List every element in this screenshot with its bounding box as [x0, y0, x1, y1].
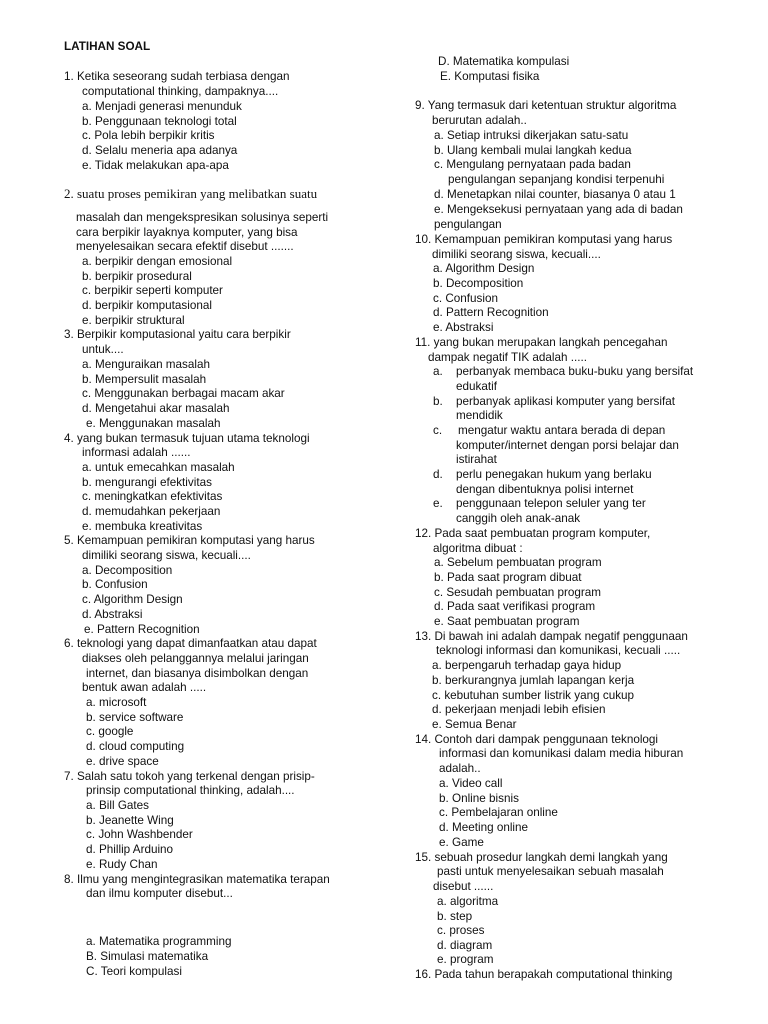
- left-column-text-line: 1. Ketika seseorang sudah terbiasa dengan: [64, 70, 290, 83]
- right-column-text-line: teknologi informasi dan komunikasi, kecuali .....: [436, 644, 681, 657]
- right-column-text-line: dimiliki seorang siswa, kecuali....: [432, 248, 601, 261]
- right-column-text-line: c. Mengulang pernyataan pada badan: [434, 158, 631, 171]
- right-column-text-line: 11. yang bukan merupakan langkah pencegahan: [415, 336, 668, 349]
- right-column-text-line: a. Video call: [439, 777, 503, 790]
- right-column-text-line: d. Menetapkan nilai counter, biasanya 0 atau 1: [434, 188, 676, 201]
- right-column-text-line: 10. Kemampuan pemikiran komputasi yang harus: [415, 233, 673, 246]
- right-column-text-line: algoritma dibuat :: [433, 542, 523, 555]
- left-column-text-line: d. memudahkan pekerjaan: [82, 505, 221, 518]
- right-column-text-line: c. Confusion: [433, 292, 498, 305]
- right-column-text-line: 15. sebuah prosedur langkah demi langkah yang: [415, 851, 668, 864]
- right-column-text-line: pasti untuk menyelesaikan sebuah masalah: [437, 865, 664, 878]
- right-column-text-line: dampak negatif TIK adalah .....: [428, 351, 587, 364]
- left-column-text-line: a. Menjadi generasi menunduk: [82, 100, 242, 113]
- right-column-text-line: b. Online bisnis: [439, 792, 519, 805]
- right-column-text-line: c. kebutuhan sumber listrik yang cukup: [432, 689, 635, 702]
- left-column-text-line: 2. suatu proses pemikiran yang melibatkan suatu: [64, 186, 318, 201]
- left-column-text-line: diakses oleh pelanggannya melalui jaringan: [82, 652, 309, 665]
- left-column-text-line: 7. Salah satu tokoh yang terkenal dengan prisip-: [64, 770, 315, 783]
- left-column-text-line: b. Penggunaan teknologi total: [82, 115, 237, 128]
- right-column-text-line: b. Decomposition: [433, 277, 524, 290]
- left-column-text-line: 4. yang bukan termasuk tujuan utama teknologi: [64, 432, 310, 445]
- left-column-text-line: a. Decomposition: [82, 564, 173, 577]
- right-column-text-line: b. Pada saat program dibuat: [434, 571, 582, 584]
- left-column-text-line: 3. Berpikir komputasional yaitu cara berpikir: [64, 328, 291, 341]
- right-column-text-line: d. Meeting online: [439, 821, 529, 834]
- right-column-text-line: d. Pattern Recognition: [433, 306, 549, 319]
- right-column-text-line: 14. Contoh dari dampak penggunaan teknologi: [415, 733, 659, 746]
- left-column-text-line: a. untuk emecahkan masalah: [82, 461, 235, 474]
- right-column-text-line: berurutan adalah..: [432, 114, 527, 127]
- right-column-text-line: a. algoritma: [437, 895, 499, 908]
- left-column-text-line: c. John Washbender: [86, 828, 193, 841]
- left-column-text-line: d. Selalu meneria apa adanya: [82, 144, 238, 157]
- left-column-text-line: b. mengurangi efektivitas: [82, 476, 212, 489]
- right-column-text-line: d. Pada saat verifikasi program: [434, 600, 596, 613]
- left-column-text-line: c. Menggunakan berbagai macam akar: [82, 387, 285, 400]
- left-column-text-line: 5. Kemampuan pemikiran komputasi yang harus: [64, 534, 315, 547]
- right-column-text-line: e. Game: [439, 836, 484, 849]
- right-column-text-line: a. berpengaruh terhadap gaya hidup: [432, 659, 622, 672]
- right-column-text-line: perbanyak membaca buku-buku yang bersifat: [456, 365, 694, 378]
- right-column-text-line: b. step: [437, 910, 473, 923]
- right-column-text-line: canggih oleh anak-anak: [456, 512, 581, 525]
- right-column-text-line: perlu penegakan hukum yang berlaku: [456, 468, 652, 481]
- left-column-text-line: d. Abstraksi: [82, 608, 143, 621]
- left-column-text-line: b. Jeanette Wing: [86, 814, 174, 827]
- right-column-text-line: b. berkurangnya jumlah lapangan kerja: [432, 674, 635, 687]
- left-column-text-line: c. berpikir seperti komputer: [82, 284, 223, 297]
- left-column-text-line: dimiliki seorang siswa, kecuali....: [82, 549, 251, 562]
- right-column-text-line: b.: [433, 395, 443, 408]
- left-column-text-line: e. Pattern Recognition: [84, 623, 200, 636]
- right-column-text-line: mendidik: [456, 409, 503, 422]
- right-column-text-line: D. Matematika kompulasi: [438, 55, 570, 68]
- right-column-text-line: d.: [433, 468, 443, 481]
- left-column-text-line: e. Tidak melakukan apa-apa: [82, 159, 229, 172]
- left-column-text-line: d. cloud computing: [86, 740, 185, 753]
- right-column-text-line: informasi dan komunikasi dalam media hiburan: [439, 747, 684, 760]
- left-column-text-line: c. Pola lebih berpikir kritis: [82, 129, 215, 142]
- right-column-text-line: mengatur waktu antara berada di depan: [458, 424, 666, 437]
- left-column-text-line: masalah dan mengekspresikan solusinya seperti: [76, 211, 329, 224]
- right-column-text-line: disebut ......: [433, 880, 494, 893]
- left-column-text-line: b. berpikir prosedural: [82, 270, 192, 283]
- left-column-text-line: 6. teknologi yang dapat dimanfaatkan atau dapat: [64, 637, 317, 650]
- left-column-text-line: d. berpikir komputasional: [82, 299, 212, 312]
- left-column-text-line: cara berpikir layaknya komputer, yang bisa: [76, 226, 298, 239]
- left-column-text-line: bentuk awan adalah .....: [82, 681, 207, 694]
- right-column-text-line: edukatif: [456, 380, 497, 393]
- right-column-text-line: c. Sesudah pembuatan program: [434, 586, 601, 599]
- right-column-text-line: c.: [433, 424, 443, 437]
- left-column-text-line: e. Rudy Chan: [86, 858, 158, 871]
- right-column-text-line: e. program: [437, 953, 494, 966]
- right-column-text-line: adalah..: [439, 762, 481, 775]
- right-column-text-line: pengulangan sepanjang kondisi terpenuhi: [448, 173, 665, 186]
- right-column-text-line: penggunaan telepon seluler yang ter: [456, 497, 646, 510]
- left-column-text-line: computational thinking, dampaknya....: [82, 85, 279, 98]
- right-column-text-line: E. Komputasi fisika: [440, 70, 540, 83]
- left-column-text-line: B. Simulasi matematika: [86, 950, 209, 963]
- left-column-text-line: c. google: [86, 725, 134, 738]
- right-column-text-line: pengulangan: [434, 218, 502, 231]
- left-column-text-line: e. membuka kreativitas: [82, 520, 203, 533]
- left-column-text-line: b. Mempersulit masalah: [82, 373, 207, 386]
- right-column-text-line: d. pekerjaan menjadi lebih efisien: [432, 703, 606, 716]
- right-column-text-line: istirahat: [456, 453, 497, 466]
- right-column-text-line: c. proses: [437, 924, 485, 937]
- right-column-text-line: a. Algorithm Design: [433, 262, 535, 275]
- left-column-text-line: dan ilmu komputer disebut...: [86, 887, 233, 900]
- left-column-text-line: a. microsoft: [86, 696, 147, 709]
- right-column-text-line: dengan dibentuknya polisi internet: [456, 483, 634, 496]
- left-column-text-line: d. Mengetahui akar masalah: [82, 402, 230, 415]
- right-column-text-line: komputer/internet dengan porsi belajar dan: [456, 439, 679, 452]
- left-column-text-line: a. berpikir dengan emosional: [82, 255, 233, 268]
- left-column-text-line: b. Confusion: [82, 578, 148, 591]
- left-column-text-line: C. Teori kompulasi: [86, 965, 182, 978]
- right-column-text-line: e. Mengeksekusi pernyataan yang ada di badan: [434, 203, 683, 216]
- right-column-text-line: e. Semua Benar: [432, 718, 517, 731]
- right-column-text-line: perbanyak aplikasi komputer yang bersifat: [456, 395, 675, 408]
- left-column-text-line: 8. Ilmu yang mengintegrasikan matematika terapan: [64, 873, 330, 886]
- left-column-text-line: a. Menguraikan masalah: [82, 358, 210, 371]
- right-column-text-line: d. diagram: [437, 939, 493, 952]
- left-column-text-line: e. berpikir struktural: [82, 314, 185, 327]
- left-column-text-line: a. Bill Gates: [86, 799, 150, 812]
- right-column-text-line: 13. Di bawah ini adalah dampak negatif penggunaan: [415, 630, 688, 643]
- left-column-text-line: c. Algorithm Design: [82, 593, 183, 606]
- left-column-text-line: b. service software: [86, 711, 184, 724]
- right-column-text-line: 12. Pada saat pembuatan program komputer,: [415, 527, 651, 540]
- right-column-text-line: 16. Pada tahun berapakah computational thinking: [415, 968, 673, 981]
- page-title: LATIHAN SOAL: [64, 40, 151, 53]
- left-column-text-line: c. meningkatkan efektivitas: [82, 490, 223, 503]
- left-column-text-line: a. Matematika programming: [86, 935, 232, 948]
- right-column-text-line: e. Abstraksi: [433, 321, 494, 334]
- left-column-text-line: prinsip computational thinking, adalah....: [86, 784, 295, 797]
- left-column-text-line: e. drive space: [86, 755, 159, 768]
- right-column-text-line: 9. Yang termasuk dari ketentuan struktur algoritma: [415, 99, 677, 112]
- right-column-text-line: e.: [433, 497, 443, 510]
- left-column-text-line: internet, dan biasanya disimbolkan dengan: [86, 667, 309, 680]
- left-column-text-line: e. Menggunakan masalah: [86, 417, 221, 430]
- left-column-text-line: untuk....: [82, 343, 124, 356]
- left-column-text-line: informasi adalah ......: [82, 446, 191, 459]
- right-column-text-line: e. Saat pembuatan program: [434, 615, 580, 628]
- left-column-text-line: menyelesaikan secara efektif disebut .......: [76, 240, 294, 253]
- right-column-text-line: a. Sebelum pembuatan program: [434, 556, 602, 569]
- right-column-text-line: a.: [433, 365, 443, 378]
- left-column-text-line: d. Phillip Arduino: [86, 843, 174, 856]
- right-column-text-line: b. Ulang kembali mulai langkah kedua: [434, 144, 632, 157]
- right-column-text-line: a. Setiap intruksi dikerjakan satu-satu: [434, 129, 629, 142]
- right-column-text-line: c. Pembelajaran online: [439, 806, 558, 819]
